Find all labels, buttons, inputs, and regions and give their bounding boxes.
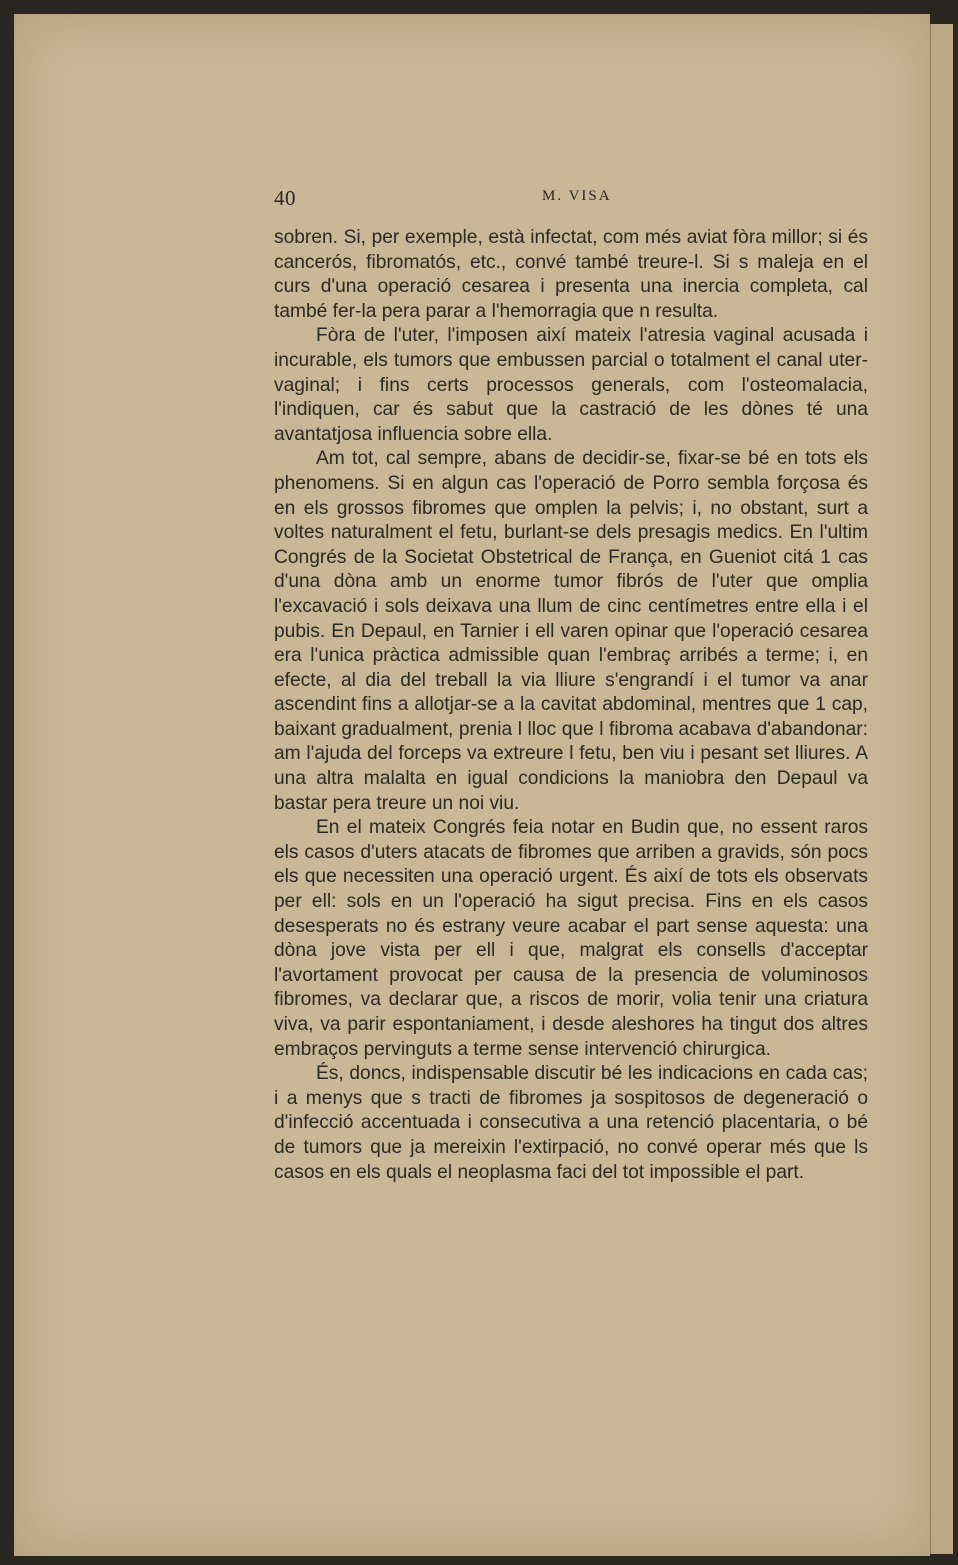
running-head: M. VISA [542, 188, 612, 204]
text-body [274, 226, 868, 1185]
paragraph: Fòra de l'uter, l'imposen així mateix l'atresia vaginal acusada i incurable, els tumors que embussen parcial o totalment el canal uter-vaginal; i fins certs processos generals, com l'osteomalacia, l'indiquen, car és sabut que la castració de les dònes té una avantatjosa influencia sobre ella. [274, 325, 868, 445]
page-edge [930, 24, 953, 1554]
paragraph: És, doncs, indispensable discutir bé les indicacions en cada cas; i a menys que s tracti de fibromes ja sospitosos de degeneració o d'infecció accentuada i consecutiva a una retenció placentaria, o bé de tumors que ja mereixin l'extirpació, no convé operar més que ls casos en els quals el neoplasma faci del tot impossible el part. [274, 1063, 868, 1183]
paragraph: Am tot, cal sempre, abans de decidir-se, fixar-se bé en tots els phenomens. Si en algun cas l'operació de Porro sembla forçosa és en els grossos fibromes que omplen la pelvis; i, no obstant, surt a voltes naturalment el fetu, burlant-se dels presagis medics. En l'ultim Congrés de la Societat Obstetrical de França, en Gueniot citá 1 cas d'una dòna amb un enorme tumor fibrós de l'uter que omplia l'excavació i sols deixava una llum de cinc centímetres entre ella i el pubis. En Depaul, en Tarnier i ell varen opinar que l'operació cesarea era l'unica pràctica admissible quan l'embraç arribés a terme; i, en efecte, al dia del treball la via lliure s'engrandí i el tumor va anar ascendint fins a allotjar-se a la cavitat abdominal, mentres que 1 cap, baixant gradualment, prenia l lloc que l fibroma acabava d'abandonar: am l'ajuda del forceps va extreure l fetu, ben viu i pesant set lliures. A una altra malalta en igual condicions la maniobra den Depaul va bastar pera treure un noi viu. [274, 448, 868, 814]
paragraph: sobren. Si, per exemple, està infectat, com més aviat fòra millor; si és cancerós, fibromatós, etc., convé també treure-l. Si s maleja en el curs d'una operació cesarea i presenta una inercia completa, cal també fer-la pera parar a l'hemorragia que n resulta. [274, 227, 868, 322]
page-number: 40 [274, 186, 296, 210]
paragraph: En el mateix Congrés feia notar en Budin que, no essent raros els casos d'uters atacats de fibromes que arriben a gravids, són pocs els que necessiten una operació urgent. És així de tots els observats per ell: sols en un l'operació ha sigut precisa. Fins en els casos desesperats no és estrany veure acabar el part sense aquesta: una dòna jove vista per ell i que, malgrat els consells d'acceptar l'avortament provocat per causa de la presencia de voluminosos fibromes, va declarar que, a riscos de morir, volia tenir una criatura viva, va parir espontaniament, i desde aleshores ha tingut dos altres embraços pervinguts a terme sense intervenció chirurgica. [274, 817, 868, 1060]
page-header [274, 182, 868, 210]
